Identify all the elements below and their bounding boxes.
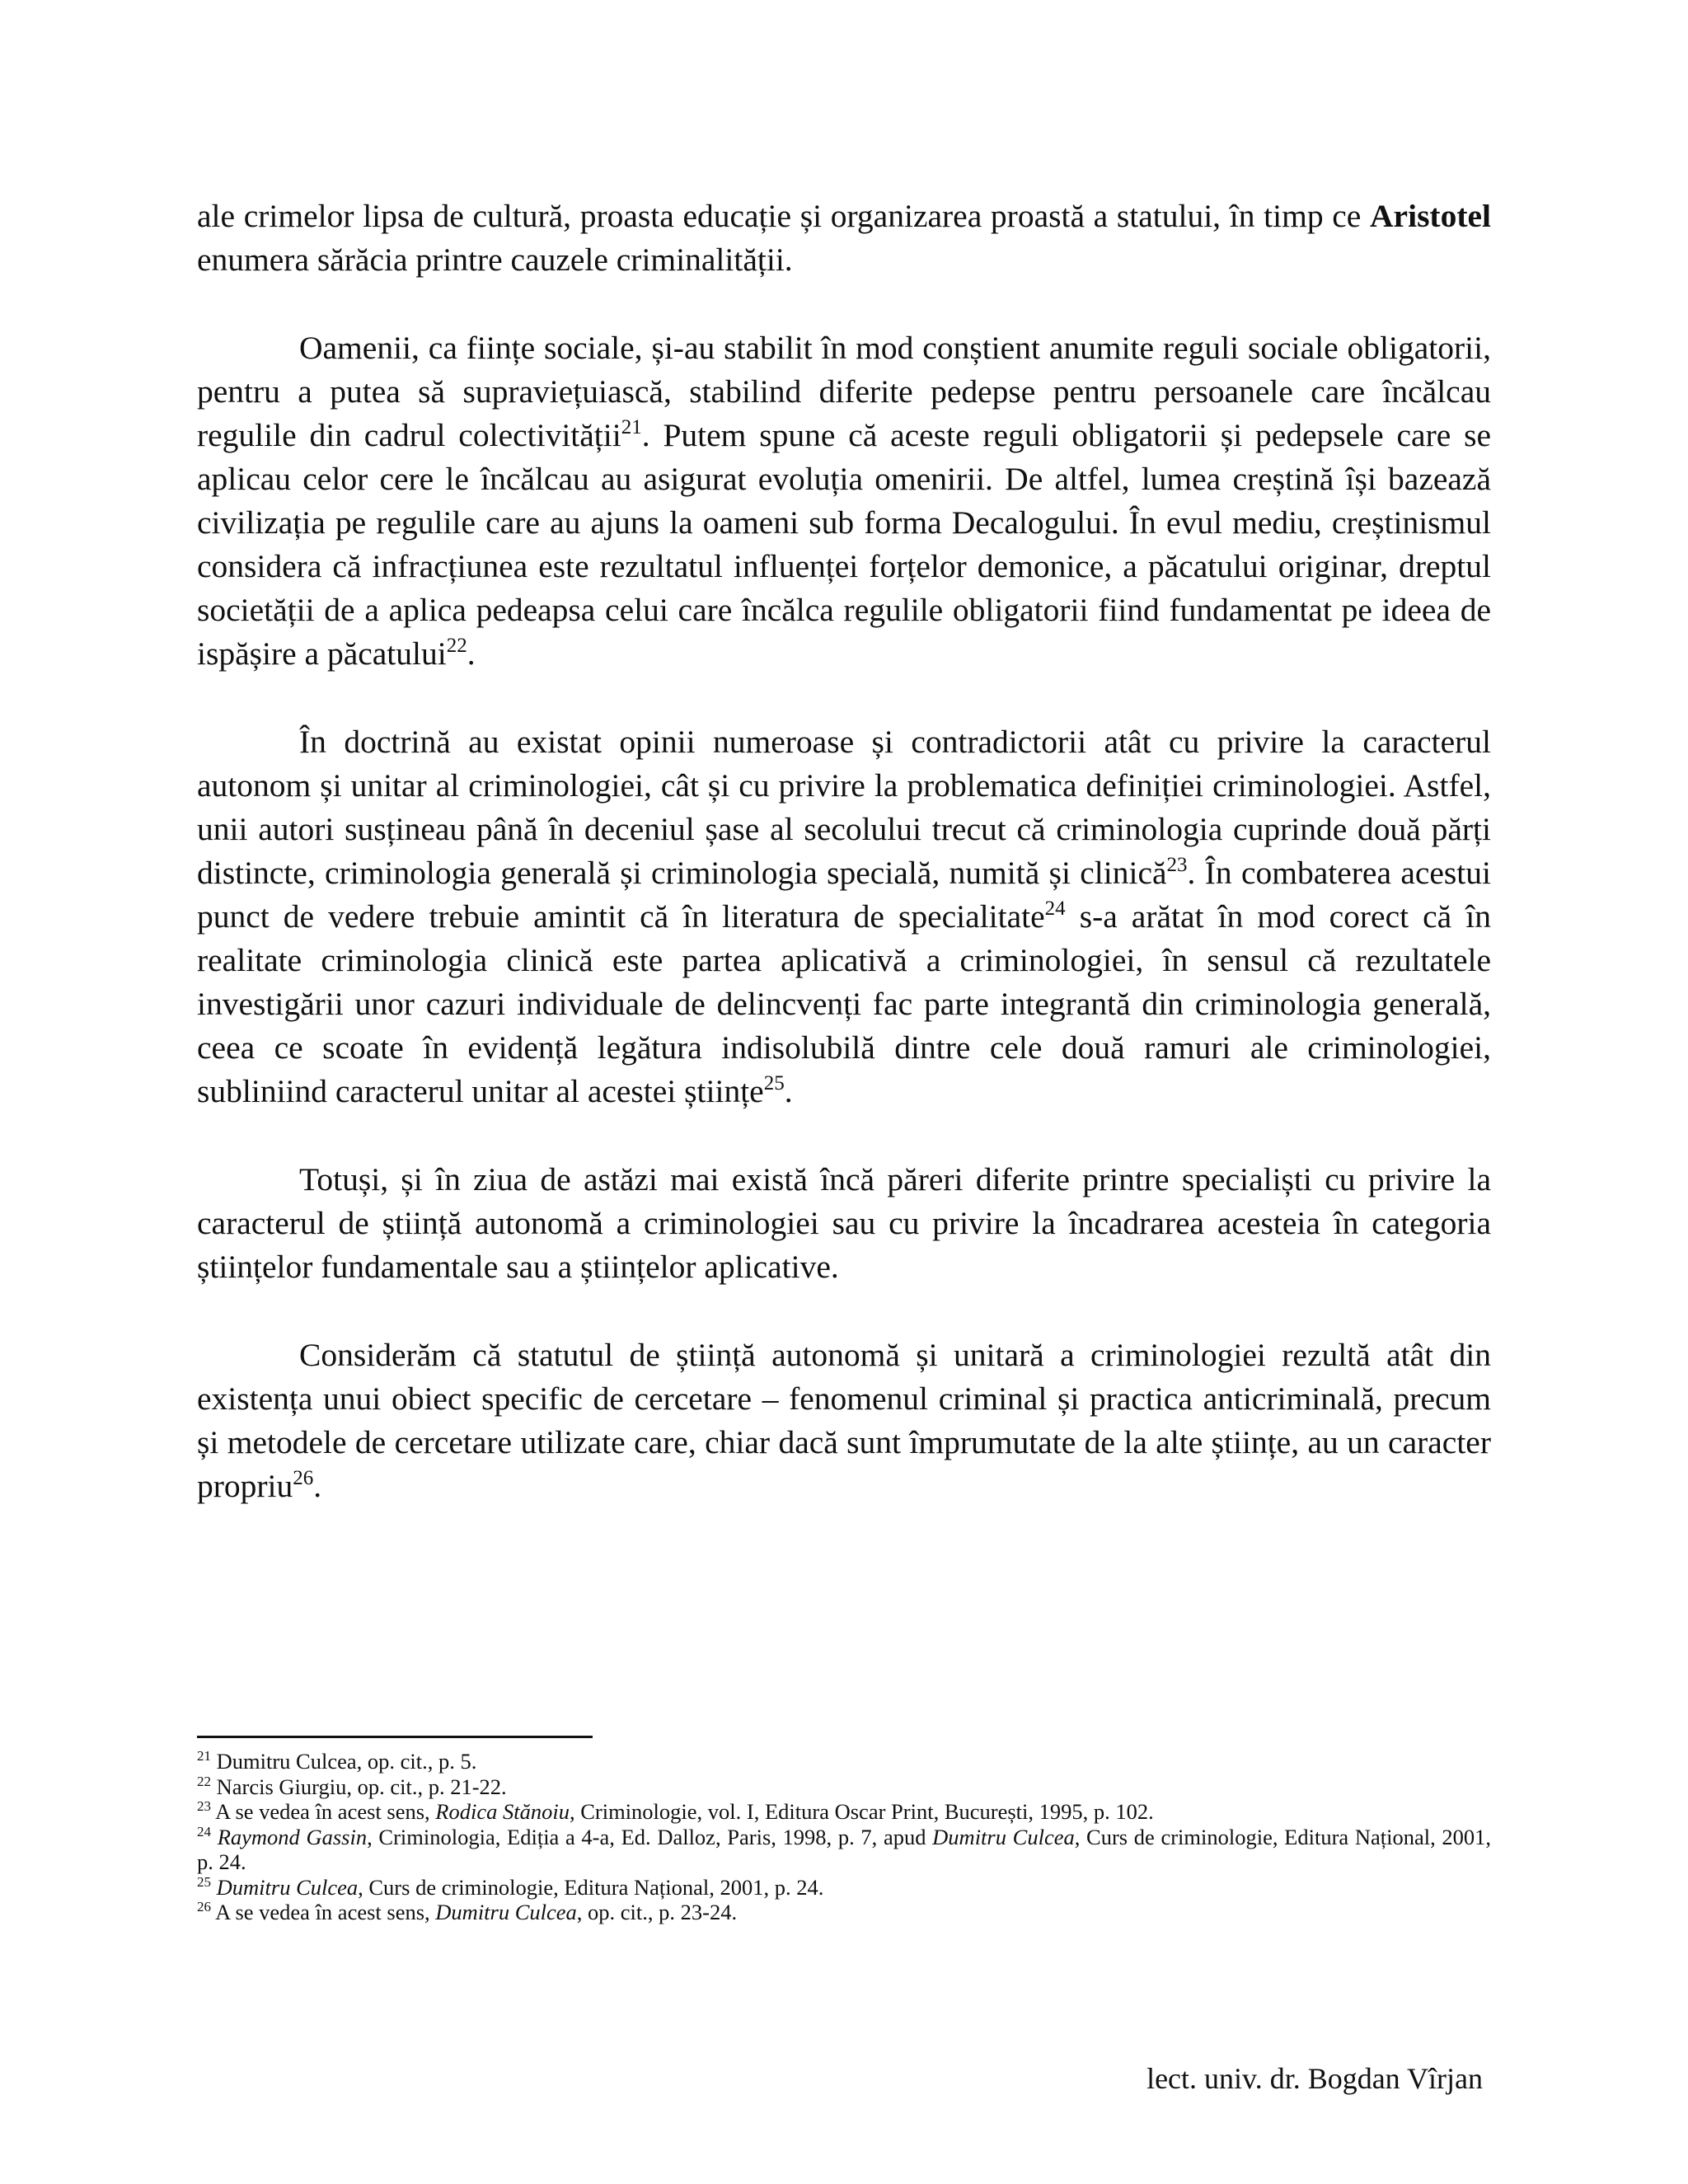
footnote-number: 24 <box>197 1823 211 1840</box>
paragraph-1 <box>197 194 1491 282</box>
footnote-26 <box>197 1900 1491 1925</box>
paragraph-5 <box>197 1333 1491 1508</box>
paragraph-text: . <box>313 1468 322 1504</box>
paragraph-text: ale crimelor lipsa de cultură, proasta educație și organizarea proastă a statului, în timp ce <box>197 198 1371 234</box>
footnote-number: 26 <box>197 1899 211 1915</box>
paragraph-text: . În combaterea acestui punct de vedere trebuie amintit că în literatura de specialitate <box>197 855 1491 935</box>
paragraph-4 <box>197 1158 1491 1289</box>
footnote-text: , op. cit., p. 23-24. <box>576 1900 738 1924</box>
footnote-ref-24[interactable]: 24 <box>1044 898 1066 920</box>
paragraph-2 <box>197 326 1491 676</box>
paragraph-text: Considerăm că statutul de știință autonomă și unitară a criminologiei rezultă atât din existența unui obiect specific de cercetare – fenomenul criminal și practica anticriminală, precum și metodele de cercetare utilizate care, chiar dacă sunt împrumutate de la alte științe, au un caracter propriu <box>197 1337 1491 1504</box>
body-text <box>197 194 1491 1508</box>
footnote-ref-21[interactable]: 21 <box>621 416 642 438</box>
paragraph-text: Oamenii, ca ființe sociale, și-au stabilit în mod conștient anumite reguli sociale obligatorii, pentru a putea să supraviețuiască, stabilind diferite pedepse pentru persoanele care încălcau regulile din cadrul colectivității <box>197 330 1491 453</box>
author-signature: lect. univ. dr. Bogdan Vîrjan <box>1146 2062 1483 2095</box>
footnote-number: 22 <box>197 1773 211 1789</box>
author-name: Dumitru Culcea <box>216 1874 359 1900</box>
footnote-text: A se vedea în acest sens, <box>211 1900 436 1924</box>
footnote-text: , Criminologia, Ediția a 4-a, Ed. Dalloz, Paris, 1998, p. 7, apud <box>367 1824 933 1849</box>
footnote-ref-26[interactable]: 26 <box>293 1467 314 1489</box>
footnote-text: , Curs de criminologie, Editura Național, 2001, p. 24. <box>197 1824 1492 1874</box>
paragraph-text: enumera sărăcia printre cauzele criminalității. <box>197 241 793 278</box>
footnote-text: Narcis Giurgiu, op. cit., p. 21-22. <box>211 1774 507 1799</box>
footnote-number: 23 <box>197 1798 211 1814</box>
bold-name-aristotel: Aristotel <box>1370 198 1491 234</box>
author-name: Raymond Gassin <box>217 1824 368 1849</box>
footnote-number: 25 <box>197 1873 211 1890</box>
paragraph-text: În doctrină au existat opinii numeroase și contradictorii atât cu privire la caracterul autonom și unitar al criminologiei, cât și cu privire la problematica definiției criminologiei. Astfel, unii autori susțineau până în deceniul șase al secolului trecut că criminologia cuprinde două părți distincte, criminologia generală și criminologia specială, numită și clinică <box>197 724 1491 891</box>
author-name: Rodica Stănoiu <box>435 1799 570 1824</box>
footnote-number: 21 <box>197 1748 211 1764</box>
footnotes <box>197 1749 1491 1925</box>
footnote-text: A se vedea în acest sens, <box>211 1799 436 1824</box>
footnote-ref-25[interactable]: 25 <box>763 1072 785 1094</box>
footnote-23 <box>197 1799 1491 1825</box>
footnote-ref-22[interactable]: 22 <box>446 635 467 657</box>
paragraph-text: s-a arătat în mod corect că în realitate criminologia clinică este partea aplicativă a criminologiei, în sensul că rezultatele investigării unor cazuri individuale de delincvenți fac parte integrantă din criminologia generală, ceea ce scoate în evidență legătura indisolubilă dintre cele două ramuri ale criminologiei, subliniind caracterul unitar al acestei științe <box>197 898 1491 1109</box>
author-name: Dumitru Culcea <box>932 1824 1075 1849</box>
paragraph-text: . <box>467 635 476 672</box>
paragraph-text: . <box>784 1073 793 1109</box>
footnote-25 <box>197 1875 1491 1900</box>
footnote-ref-23[interactable]: 23 <box>1166 854 1188 876</box>
footnote-text <box>211 1875 217 1900</box>
paragraph-text: . Putem spune că aceste reguli obligatorii și pedepsele care se aplicau celor cere le încălcau au asigurat evoluția omenirii. De altfel, lumea creștină își bazează civilizația pe regulile care au ajuns la oameni sub forma Decalogului. În evul mediu, creștinismul considera că infracțiunea este rezultatul influenței forțelor demonice, a păcatului originar, dreptul societății de a aplica pedeapsa celui care încălca regulile obligatorii fiind fundamentat pe ideea de ispășire a păcatului <box>197 417 1491 672</box>
footnote-22 <box>197 1774 1491 1800</box>
footnote-text: , Curs de criminologie, Editura Național, 2001, p. 24. <box>358 1874 824 1900</box>
footnote-21 <box>197 1749 1491 1774</box>
footnote-24 <box>197 1825 1491 1875</box>
footnote-text: , Criminologie, vol. I, Editura Oscar Print, București, 1995, p. 102. <box>569 1799 1154 1824</box>
paragraph-3 <box>197 720 1491 1113</box>
footnote-separator <box>197 1736 593 1738</box>
paragraph-text: Totuși, și în ziua de astăzi mai există încă păreri diferite printre specialiști cu privire la caracterul de știință autonomă a criminologiei sau cu privire la încadrarea acesteia în categoria științelor fundamentale sau a științelor aplicative. <box>197 1161 1491 1285</box>
author-name: Dumitru Culcea <box>435 1900 577 1924</box>
footnote-text: Dumitru Culcea, op. cit., p. 5. <box>211 1749 477 1774</box>
footnote-text <box>211 1825 218 1849</box>
